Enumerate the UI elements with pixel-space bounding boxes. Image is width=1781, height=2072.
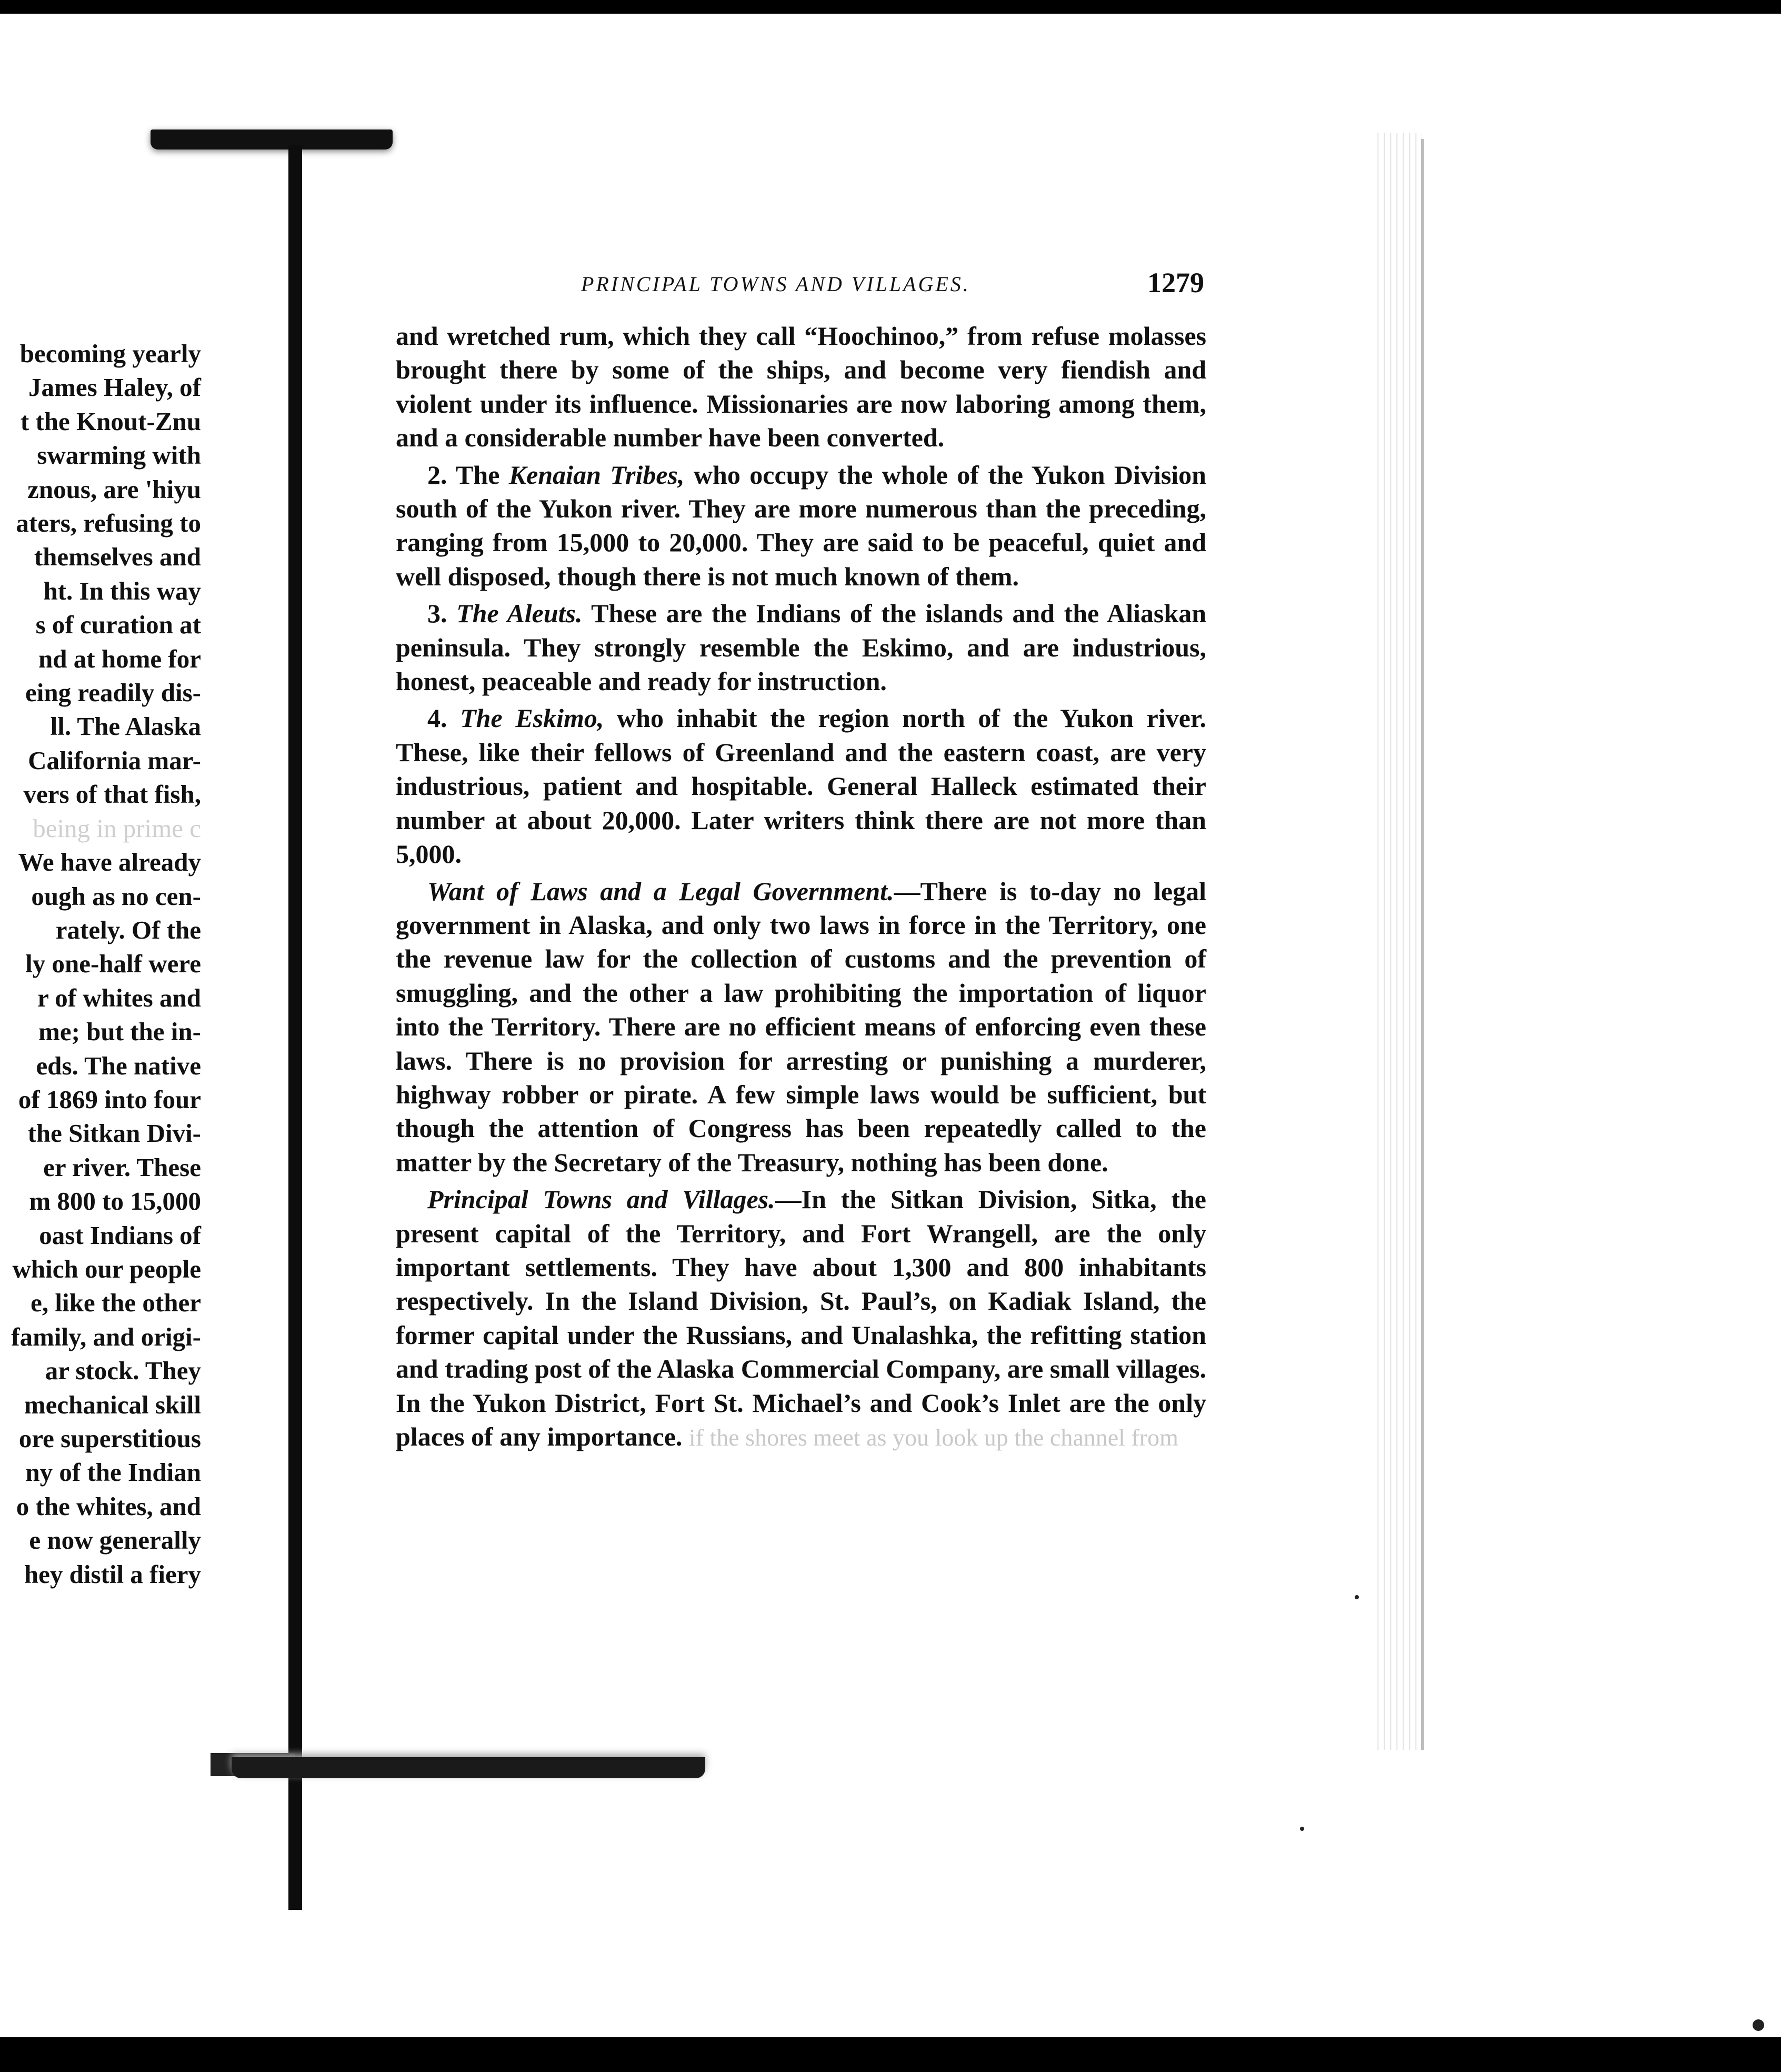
item-number: 3.: [427, 599, 457, 629]
left-line: znous, are 'hiyu: [27, 474, 201, 504]
scan-speck: [1753, 2019, 1764, 2031]
scan-speck: [1300, 1827, 1304, 1831]
left-line: eing readily dis-: [25, 678, 201, 708]
left-facing-page: [0, 137, 211, 1711]
page-body: [396, 319, 1206, 1603]
left-line: vers of that fish,: [23, 780, 201, 809]
gutter-bar: [288, 145, 302, 1910]
left-line: the Sitkan Divi-: [27, 1119, 201, 1148]
paragraph-aleuts: [396, 596, 1206, 698]
left-line: rately. Of the: [55, 915, 201, 944]
left-line: m 800 to 15,000: [29, 1187, 201, 1216]
left-line: California mar-: [28, 745, 201, 775]
paragraph-laws: [396, 874, 1206, 1180]
item-title: Kenaian Tribes,: [508, 460, 685, 490]
section-heading: Principal Towns and Villages.: [427, 1184, 775, 1214]
left-line: James Haley, of: [28, 373, 201, 402]
left-line: er river. These: [43, 1152, 201, 1182]
section-text: —In the Sitkan Division, Sitka, the present capital of the Territory, and Fort Wrangell, are the only important settlements. They have about 1,300 and 800 inhabitants respectively. In the Island Division, St. Paul’s, on Kadiak Island, the former capital under the Russians, and Unalashka, the refitting station and trading post of the Alaska Commercial Company, are small villages. In the Yukon District, Fort St. Michael’s and Cook’s Inlet are the only places of any importance.: [396, 1184, 1206, 1451]
left-line: e, like the other: [31, 1288, 201, 1318]
left-line: ny of the Indian: [25, 1458, 201, 1487]
left-line: We have already: [18, 848, 201, 877]
left-line: s of curation at: [35, 610, 201, 640]
left-line: nd at home for: [38, 644, 201, 673]
paragraph-kenaian: [396, 458, 1206, 594]
left-line: which our people: [12, 1254, 201, 1283]
paragraph-eskimo: [396, 701, 1206, 871]
left-line: r of whites and: [37, 983, 201, 1012]
item-title: The Eskimo,: [460, 703, 604, 733]
item-number: 4.: [427, 703, 461, 733]
left-line: ly one-half were: [25, 949, 201, 979]
item-text: These are the Indians of the islands and the Aliaskan peninsula. They strongly resemble the Eskimo, and are industrious, honest, peaceable and ready for instruction.: [396, 599, 1207, 696]
left-line: ht. In this way: [43, 576, 201, 605]
left-line: themselves and: [34, 542, 201, 572]
left-line: hey distil a fiery: [24, 1559, 201, 1589]
left-line: becoming yearly: [19, 339, 201, 368]
section-text: —There is to-day no legal government in Alaska, and only two laws in force in the Territory, one the revenue law for the collection of customs and the prevention of smuggling, and the other a law prohibiting the importation of liquor into the Territory. There are no efficient means of enforcing even these laws. There is no provision for arresting or punishing a murderer, highway robber or pirate. A few simple laws would be sufficient, but though the attention of Congress has been repeatedly called to the matter by the Secretary of the Treasury, nothing has been done.: [396, 876, 1207, 1177]
page-header: [581, 267, 1204, 308]
left-line: ough as no cen-: [31, 881, 201, 911]
item-number: 2. The: [427, 460, 509, 490]
left-line: family, and origi-: [11, 1322, 201, 1351]
showthrough-text: if the shores meet as you look up the channel from: [688, 1424, 1178, 1451]
left-line: t the Knout-Znu: [20, 406, 201, 436]
scan-border-top: [0, 0, 1781, 14]
section-heading: Want of Laws and a Legal Government.: [427, 876, 894, 906]
page-edge-stack: [1373, 133, 1422, 1750]
running-head: PRINCIPAL TOWNS AND VILLAGES.: [581, 272, 970, 296]
left-line: of 1869 into four: [18, 1084, 201, 1114]
clamp-top-bar: [151, 130, 393, 150]
scan-speck: [1355, 1595, 1359, 1599]
left-line: eds. The native: [36, 1051, 201, 1080]
page-edge-shadow: [1421, 139, 1424, 1750]
paragraph-continuation: and wretched rum, which they call “Hoochinoo,” from refuse molasses brought there by some of the ships, and become very fiendish and violent under its influence. Missionaries are now laboring among them, and a considerable number have been converted.: [396, 321, 1206, 453]
left-line: mechanical skill: [24, 1390, 201, 1419]
left-line: ore superstitious: [18, 1424, 201, 1453]
left-line: e now generally: [29, 1526, 201, 1555]
left-line: ar stock. They: [45, 1356, 201, 1386]
left-line-showthrough: being in prime c: [33, 813, 201, 843]
page-number: 1279: [1147, 267, 1204, 298]
scan-border-bottom: [0, 2037, 1781, 2072]
left-line: oast Indians of: [39, 1220, 201, 1250]
item-text: who inhabit the region north of the Yukon river. These, like their fellows of Greenland and the eastern coast, are very industrious, patient and hospitable. General Halleck estimated their number at about 20,000. Later writers think there are not more than 5,000.: [396, 703, 1207, 869]
left-line: me; but the in-: [38, 1017, 201, 1047]
left-line: aters, refusing to: [16, 509, 201, 538]
left-page-text: [0, 337, 201, 1591]
paragraph-towns: [396, 1182, 1206, 1455]
item-title: The Aleuts.: [456, 599, 583, 629]
left-line: o the whites, and: [16, 1491, 201, 1521]
left-line: swarming with: [37, 441, 201, 470]
left-line: ll. The Alaska: [50, 712, 201, 741]
item-text: who occupy the whole of the Yukon Division south of the Yukon river. They are more numerous than the preceding, ranging from 15,000 to 20,000. They are said to be peaceful, quiet and well disposed, though there is not much known of them.: [396, 460, 1206, 591]
clamp-foot-bar: [232, 1757, 705, 1778]
